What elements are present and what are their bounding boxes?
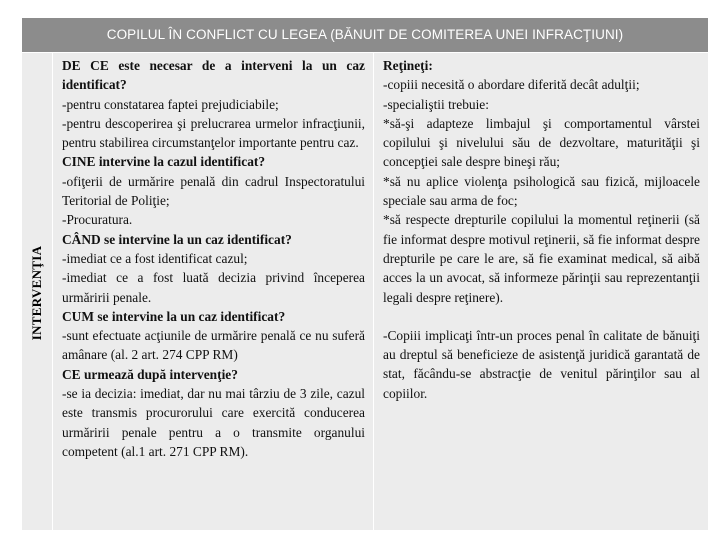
text-paragraph: -imediat ce a fost identificat cazul; — [62, 250, 248, 266]
text-paragraph: *să nu aplice violenţa psihologică sau fizică, mijloacele speciale sau arma de foc; — [383, 173, 700, 209]
question-heading: Reţineţi: — [383, 58, 433, 73]
question-heading: DE CE este necesar de a interveni la un caz identificat? — [62, 58, 365, 93]
left-content-cell — [53, 53, 373, 530]
side-column — [22, 53, 53, 530]
text-paragraph: -Procuratura. — [62, 212, 133, 228]
question-heading: CÂND se intervine la un caz identificat? — [62, 231, 292, 247]
paragraph-spacer — [383, 307, 700, 326]
question-heading: CINE intervine la cazul identificat? — [62, 154, 266, 170]
text-paragraph: *să respecte drepturile copilului la momentul reţinerii (să fie informat despre motivul reţinerii, să fie informat despre drepturile pe care le are, să fie examinat medical, să aibă acces la un avocat, să informeze părinţii sau reprezentanţii legali despre reţinere). — [383, 212, 700, 305]
text-paragraph: -imediat ce a fost luată decizia privind începerea urmăririi penale. — [62, 270, 365, 305]
text-paragraph: -ofiţerii de urmărire penală din cadrul Inspectoratului Teritorial de Poliţie; — [62, 173, 365, 209]
question-heading: CUM se intervine la un caz identificat? — [62, 308, 286, 324]
text-paragraph: -sunt efectuate acţiunile de urmărire penală ce nu suferă amânare (al. 2 art. 274 CPP RM) — [62, 328, 365, 363]
text-paragraph: -pentru descoperirea şi prelucrarea urmelor infracţiunii, pentru stabilirea circumstanţelor importante pentru caz. — [62, 115, 365, 151]
text-paragraph: -se ia decizia: imediat, dar nu mai târziu de 3 zile, cazul este transmis procurorului care exercită conducerea urmăririi penale pentru a o transmite organului competent (al.1 art. 271 CPP RM). — [62, 386, 365, 459]
text-paragraph: -copiii necesită o abordare diferită decât adulţii; — [383, 77, 640, 93]
question-heading: CE urmează după intervenţie? — [62, 366, 238, 382]
text-paragraph: -pentru constatarea faptei prejudiciabile; — [62, 96, 279, 112]
slide-title: COPILUL ÎN CONFLICT CU LEGEA (BĂNUIT DE COMITEREA UNEI INFRACŢIUNI) — [22, 18, 708, 52]
text-paragraph: -specialiştii trebuie: — [383, 96, 489, 112]
text-paragraph: *să-şi adapteze limbajul şi comportamentul vârstei copilului şi nivelului său de dezvoltare, maturităţii şi concepţiei sale despre bineşi rău; — [383, 115, 700, 170]
side-label: INTERVENŢIA — [29, 245, 44, 341]
text-paragraph: -Copiii implicaţi într-un proces penal în calitate de bănuiţi au dreptul să beneficieze de asistenţă juridică garantată de stat, făcându-se abstracţie de venitul părinţilor sau al copiilor. — [383, 327, 700, 401]
right-content-cell — [374, 53, 708, 530]
